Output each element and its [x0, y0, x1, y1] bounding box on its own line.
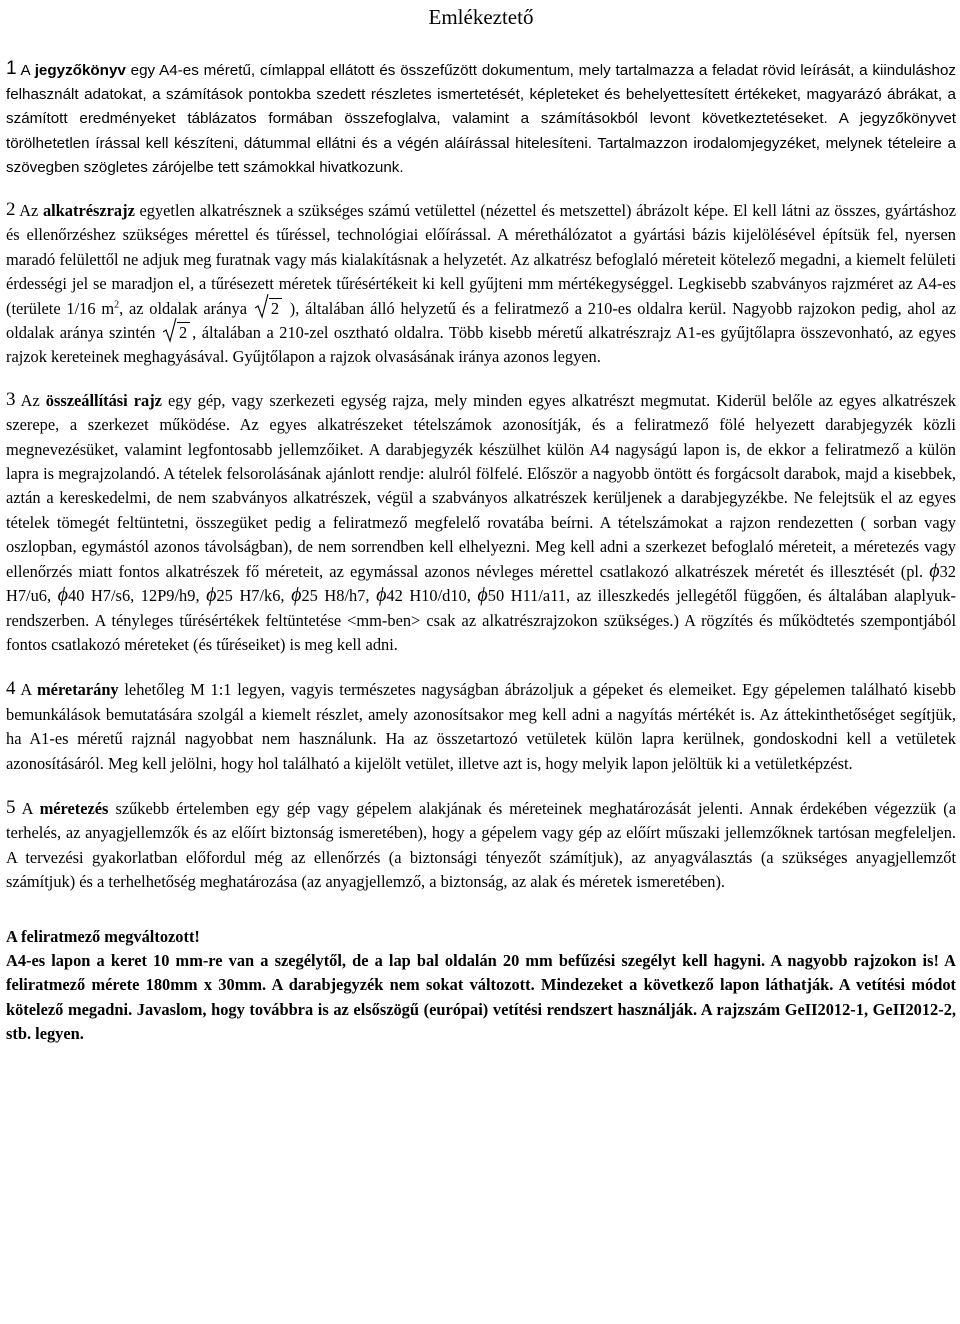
- notice-heading: A feliratmező megváltozott!: [6, 926, 200, 946]
- page-title: Emlékeztető: [428, 5, 534, 29]
- radicand: 2: [269, 298, 282, 318]
- diameter-symbol: ϕ: [477, 584, 488, 607]
- text-segment: Az: [15, 201, 43, 221]
- text-segment: 25 H8/h7,: [301, 586, 377, 606]
- text-segment: egyetlen alkatrésznek a szükséges számú vetülettel (nézettel és metszettel) ábrázolt képe. El kell látni az összes, gyártáshoz és ellenőrzéshez szükséges mérettel és tűréssel, technológiai előírással. A mérethálózatot a gyártási bázis kijelölésével építsük fel, nyersen maradó felülettől ne adjuk meg furatnak vagy más kialakításnak a helyzetét. Az alkatrész befoglaló méreteit kötelező megadni, a kiemelt felületi érdességi jel se maradjon el, a tűrésezett méretek tűrésértékeit ki kell gyűjteni mm mértékegységgel. Legkisebb szabványos rajzméret az A4-es (területe 1/16 m: [6, 201, 956, 318]
- text-segment: szűkebb értelemben egy gép vagy gépelem alakjának és méreteinek meghatározását jelenti. Annak érdekében végezzük (a terhelés, az anyagjellemzők és az előírt biztonság ismeretében), hogy a gépelem vagy gép az előírt műszaki jellemzőknek tartósan megfeleljen. A tervezési gyakorlatban előfordul még az ellenőrzés (a biztonsági tényezőt számítjuk), az anyagválasztás (a szükséges anyagjellemzőt számítjuk) és a terhelhetőség meghatározása (az anyagjellemző, a biztonság, az alak és méretek ismeretében).: [6, 798, 956, 892]
- diameter-symbol: ϕ: [929, 559, 940, 582]
- superscript: 2: [114, 299, 120, 311]
- paragraph-meretezes: [6, 796, 956, 895]
- text-segment: 50 H11/a11, az illeszkedés jellegétől függően, és általában alaplyuk-rendszerben. A tényleges tűrésértékek feltüntetése <mm-ben> csak az alkatrészrajzokon szükséges.) A rögzítés és működtetés szempontjából fontos csatlakozó méreteket (és tűréseiket) is meg kell adni.: [6, 586, 956, 654]
- radical-sign-icon: [163, 317, 177, 343]
- text-segment: ), általában álló helyzetű és a feliratmező a 210-es oldalra kerül. Nagyobb rajzokon pedig, ahol az oldalak aránya szintén: [6, 298, 956, 343]
- radical-sign-icon: [255, 293, 269, 319]
- paragraph-number: 5: [6, 796, 16, 818]
- text-segment: egy A4-es méretű, címlappal ellátott és összefűzött dokumentum, mely tartalmazza a feladat rövid leírását, a kiinduláshoz felhasznált adatokat, a számítások pontokba szedett részletes ismertetését, képleteket és behelyettesített értékeket, magyarázó ábrákat, a számított eredményeket táblázatos formában összefoglalva, valamint a számításokból levont következtetéseket. A jegyzőkönyvet törölhetetlen írással kell készíteni, dátummal ellátni és a végén aláírással hitelesíteni.: [6, 62, 956, 152]
- radicand: 2: [177, 322, 190, 342]
- text-segment: , az oldalak aránya: [119, 298, 253, 318]
- square-root: [255, 297, 282, 321]
- square-root: [163, 321, 190, 345]
- text-segment: egy gép, vagy szerkezeti egység rajza, mely minden egyes alkatrészt megmutat. Kiderül belőle az egyes alkatrészek szerepe, a szerkezet működése. Az egyes alkatrészeket tételszámok azonosítják, és a feliratmező fölé helyezett darabjegyzék közli megnevezésüket, valamint legfontosabb jellemzőiket. A darabjegyzék készülhet külön A4 nagyságú lapon is, de ekkor a feliratmező a külön lapra is megrajzolandó. A tételek felsorolásának ajánlott rendje: alulról fölfelé. Először a nagyobb öntött és forgácsolt darabok, majd a kisebbek, aztán a kereskedelmi, de nem szabványos alkatrészek, végül a szabványos alkatrészek kerüljenek a darabjegyzékbe. Ne felejtsük el az egyes tételek tömegét feltüntetni, összegüket pedig a feliratmező megfelelő rovatába beírni. A tételszámokat a rajzon rendezetten ( sorban vagy oszlopban, egymástól azonos távolságban), de nem sorrendben kell elhelyezni. Meg kell adni a szerkezet befoglaló méreteit, a méretezés vagy ellenőrzés miatt fontos alkatrészek fő méreteit, az egymással azonos névleges mérettel csatlakozó alkatrészek méretét és illesztését (pl.: [6, 390, 957, 581]
- text-segment: Tartalmazzon irodalomjegyzéket, melynek tételeire a szövegben szögletes zárójelbe tett számokkal hivatkozunk.: [6, 134, 956, 176]
- text-segment: A: [16, 62, 35, 79]
- text-segment: , általában a 210-zel osztható oldalra. Több kisebb méretű alkatrészrajz A1-es gyűjtőlapra összevonható, az egyes rajzok kereteinek meghagyásával. Gyűjtőlapon a rajzok olvasásának iránya azonos legyen.: [6, 323, 956, 367]
- text-segment: lehetőleg M 1:1 legyen, vagyis természetes nagyságban ábrázoljuk a gépeket és elemeiket. Egy gépelemen található kisebb bemunkálások bemutatására szolgál a kiemelt részlet, amely azonosítsakor meg kell adni a nagyítás mértékét is. Az áttekinthetőséget segítjük, ha A1-es méretű rajznál nagyobbat nem használunk. Ha az összetartozó vetületek külön lapra kerülnek, gondoskodni kell a vetületek azonosításáról. Meg kell jelölni, hogy hol található a kijelölt vetület, illetve azt is, hogy melyik lapon jelöltük ki a vetületképzést.: [6, 680, 956, 773]
- paragraph-meretarany: [6, 677, 956, 776]
- paragraph-number: 4: [6, 678, 16, 700]
- diameter-symbol: ϕ: [376, 584, 387, 607]
- term-alkatreszrajz: alkatrészrajz: [42, 201, 135, 221]
- diameter-symbol: ϕ: [206, 584, 217, 607]
- text-segment: Az: [15, 390, 46, 410]
- document-page: [6, 0, 956, 1047]
- paragraph-jegyzokonyv: [6, 57, 956, 180]
- text-segment: A: [15, 798, 40, 818]
- paragraph-number: 3: [6, 388, 16, 410]
- text-segment: 40 H7/s6, 12P9/h9,: [68, 586, 207, 606]
- diameter-symbol: ϕ: [291, 584, 302, 607]
- paragraph-number: 1: [6, 58, 17, 79]
- diameter-symbol: ϕ: [57, 584, 69, 607]
- term-meretarany: méretarány: [37, 680, 119, 700]
- notice-text: A4-es lapon a keret 10 mm-re van a szegélytől, de a lap bal oldalán 20 mm befűzési szegélyt kell hagyni. A nagyobb rajzokon is! A feliratmező mérete 180mm x 30mm. A darabjegyzék nem sokat változott. Mindezeket a következő lapon láthatják. A vetítési módot kötelező megadni. Javaslom, hogy továbbra is az elsőszögű (európai) vetítési rendszert használják. A rajzszám GeII2012-1, GeII2012-2, stb. legyen.: [6, 950, 956, 1044]
- text-segment: 42 H10/d10,: [386, 586, 478, 606]
- paragraph-alkatreszrajz: [6, 198, 956, 370]
- paragraph-osszeallitasi-rajz: [6, 388, 956, 657]
- term-osszeallitasi-rajz: összeállítási rajz: [45, 390, 162, 410]
- text-segment: 25 H7/k6,: [216, 586, 292, 606]
- paragraph-number: 2: [6, 199, 16, 221]
- text-segment: 32 H7/u6,: [6, 561, 956, 606]
- term-meretezes: méretezés: [39, 798, 109, 818]
- term-jegyzokonyv: jegyzőkönyv: [34, 62, 126, 79]
- notice-block: [6, 925, 956, 1047]
- text-segment: A: [15, 680, 38, 700]
